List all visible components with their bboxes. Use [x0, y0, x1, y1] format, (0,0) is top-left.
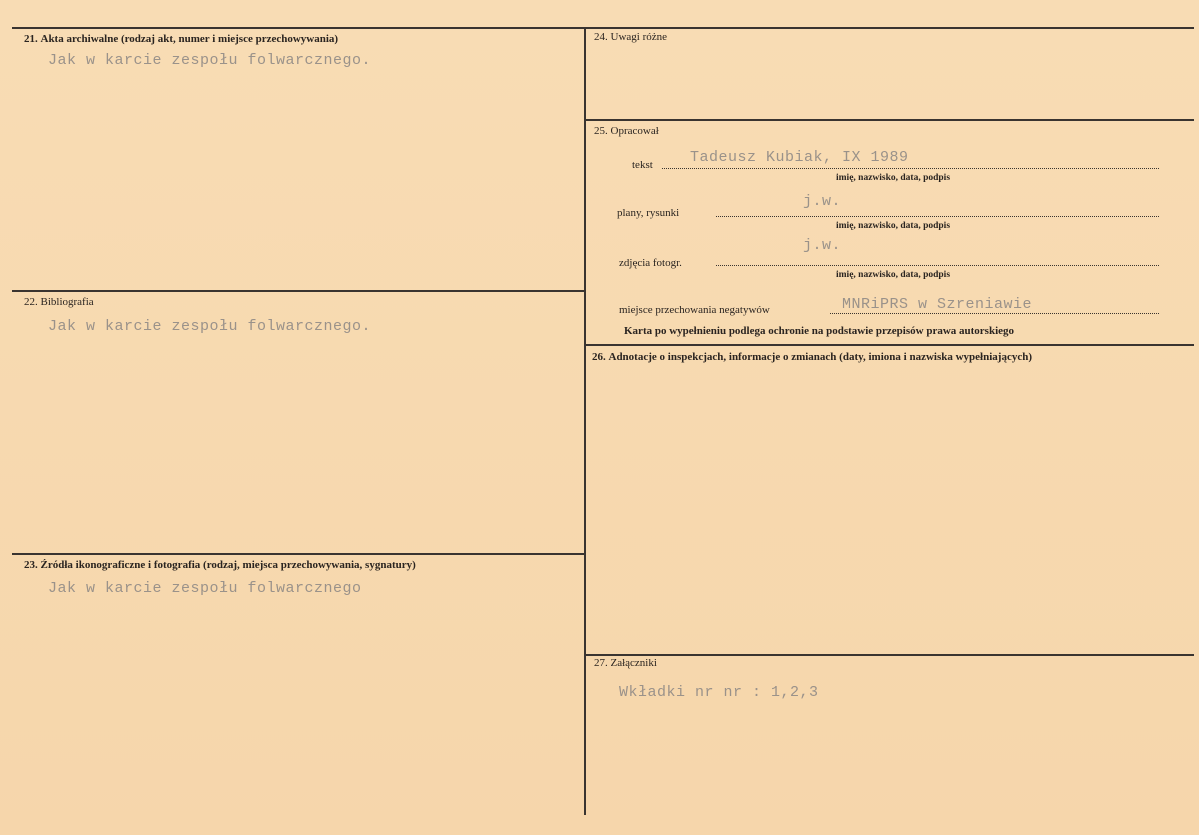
- section-23-heading: [24, 559, 416, 572]
- section-24-heading: [594, 31, 667, 44]
- section-23-number: 23.: [24, 559, 38, 571]
- section-25-title: Opracował: [610, 125, 659, 137]
- section-21-title: Akta archiwalne (rodzaj akt, numer i miejsce przechowywania): [40, 33, 339, 45]
- section-23-value: Jak w karcie zespołu folwarcznego: [48, 580, 362, 597]
- section-27-value: Wkładki nr nr : 1,2,3: [619, 684, 819, 701]
- divider-24-25: [585, 119, 1194, 121]
- divider-22-23: [12, 553, 585, 555]
- section-25-heading: [594, 125, 659, 138]
- copyright-note: Karta po wypełnieniu podlega ochronie na podstawie przepisów prawa autorskiego: [624, 325, 1015, 337]
- section-24-title: Uwagi różne: [610, 31, 668, 43]
- negatywy-dotted-line: [830, 313, 1159, 314]
- section-22-number: 22.: [24, 296, 38, 308]
- negatywy-label: miejsce przechowania negatywów: [619, 304, 770, 316]
- section-27-title: Załączniki: [610, 657, 657, 669]
- section-26-number: 26.: [592, 351, 606, 363]
- plany-caption: imię, nazwisko, data, podpis: [836, 221, 951, 231]
- top-border: [12, 27, 1194, 29]
- divider-21-22: [12, 290, 585, 292]
- section-22-value: Jak w karcie zespołu folwarcznego.: [48, 318, 372, 335]
- section-21-heading: [24, 33, 338, 46]
- zdjecia-dotted-line: [716, 265, 1159, 266]
- section-27-number: 27.: [594, 657, 608, 669]
- zdjecia-value: j.w.: [803, 237, 842, 254]
- zdjecia-label: zdjęcia fotogr.: [619, 257, 682, 269]
- center-divider: [584, 27, 586, 815]
- section-24-number: 24.: [594, 31, 608, 43]
- plany-dotted-line: [716, 216, 1159, 217]
- section-26-title: Adnotacje o inspekcjach, informacje o zmianach (daty, imiona i nazwiska wypełniających): [608, 351, 1032, 363]
- divider-26-27: [585, 654, 1194, 656]
- tekst-label: tekst: [632, 159, 653, 171]
- tekst-value: Tadeusz Kubiak, IX 1989: [690, 149, 909, 166]
- tekst-caption: imię, nazwisko, data, podpis: [836, 173, 951, 183]
- plany-label: plany, rysunki: [617, 207, 680, 219]
- section-22-title: Bibliografia: [40, 296, 94, 308]
- divider-25-26: [585, 344, 1194, 346]
- section-27-heading: [594, 657, 657, 670]
- zdjecia-caption: imię, nazwisko, data, podpis: [836, 270, 951, 280]
- section-21-value: Jak w karcie zespołu folwarcznego.: [48, 52, 372, 69]
- section-22-heading: [24, 296, 94, 309]
- negatywy-value: MNRiPRS w Szreniawie: [842, 296, 1033, 313]
- plany-value: j.w.: [803, 193, 842, 210]
- tekst-dotted-line: [662, 168, 1159, 169]
- section-23-title: Źródła ikonograficzne i fotografia (rodzaj, miejsca przechowywania, sygnatury): [40, 559, 416, 571]
- section-21-number: 21.: [24, 33, 38, 45]
- section-26-heading: [592, 351, 1032, 364]
- section-25-number: 25.: [594, 125, 608, 137]
